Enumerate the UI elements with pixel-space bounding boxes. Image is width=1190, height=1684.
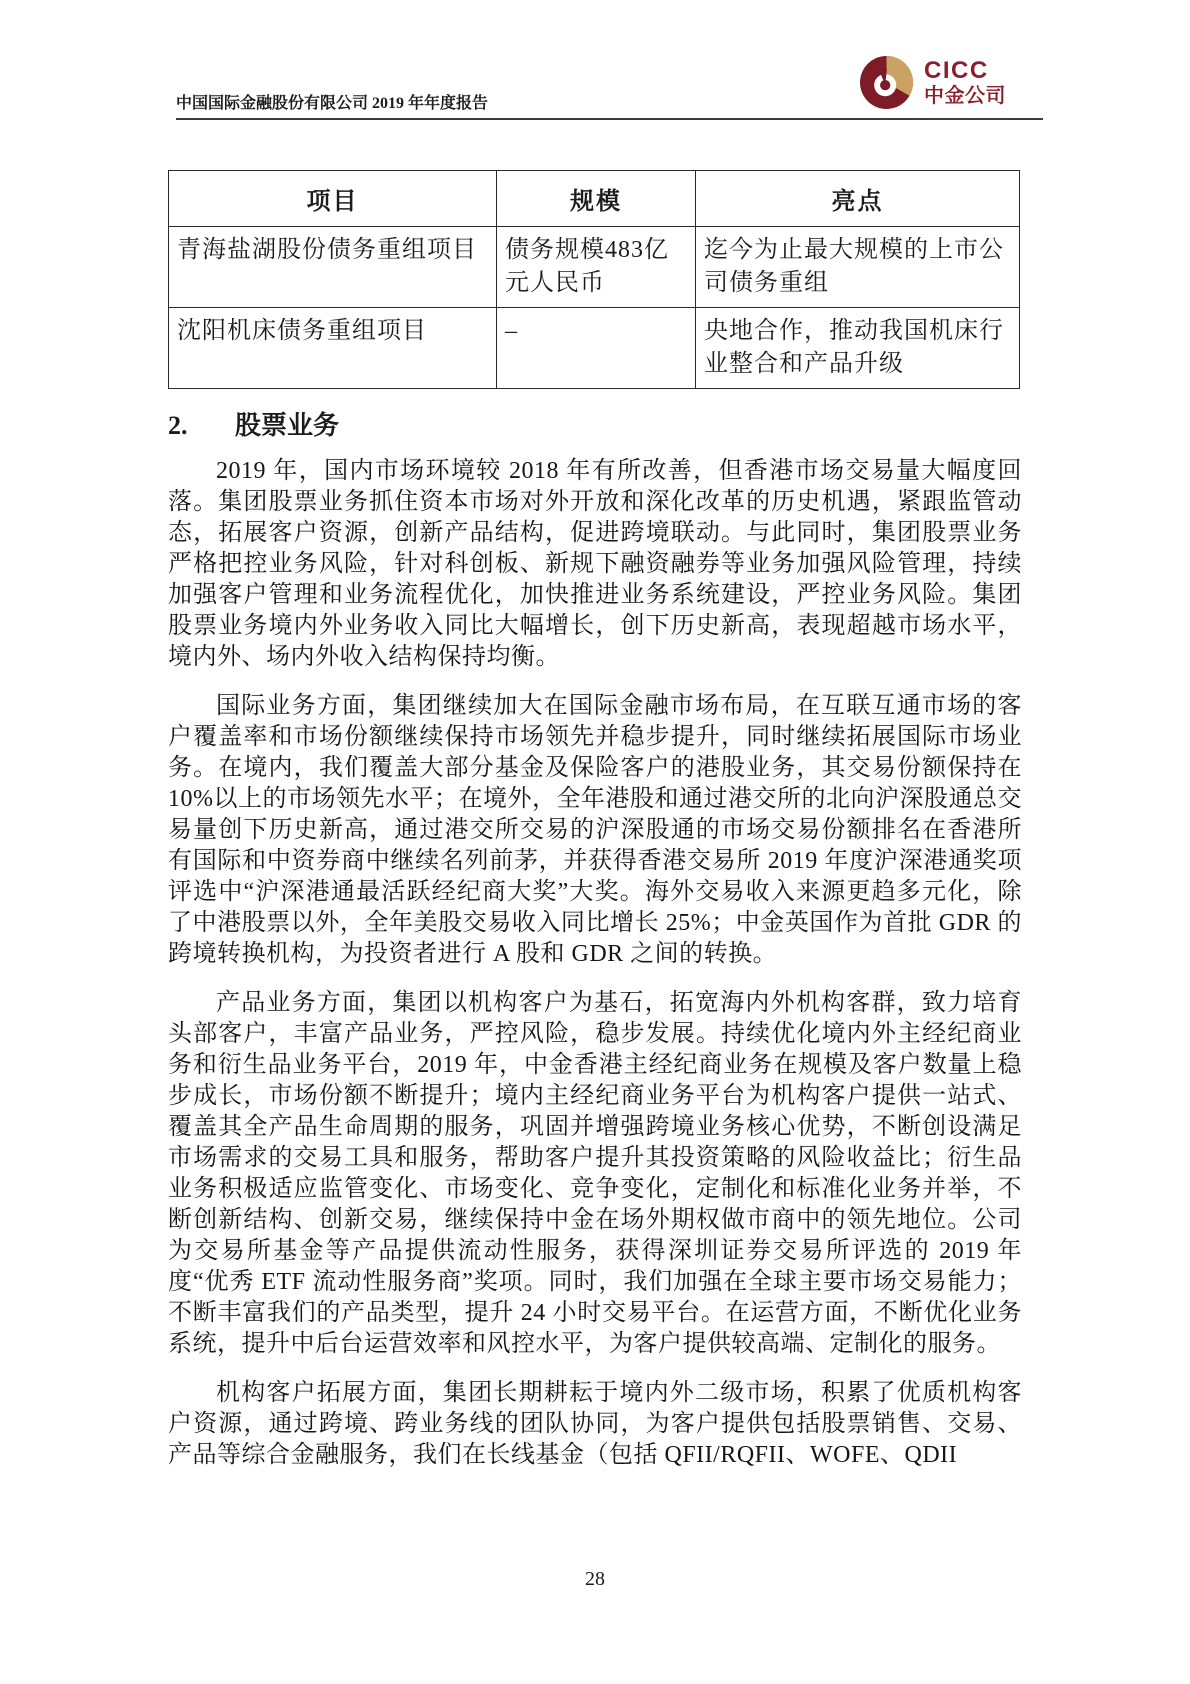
section-heading	[168, 409, 1022, 442]
header-divider	[176, 118, 1043, 120]
deals-table	[168, 170, 1020, 389]
highlight-cell: 央地合作，推动我国机床行业整合和产品升级	[696, 308, 1020, 389]
column-header-project: 项目	[169, 171, 497, 227]
project-cell: 青海盐湖股份债务重组项目	[169, 227, 497, 308]
content-column	[168, 170, 1022, 1489]
paragraph-product-business: 产品业务方面，集团以机构客户为基石，拓宽海内外机构客群，致力培育头部客户，丰富产品业务，严控风险，稳步发展。持续优化境内外主经纪商业务和衍生品业务平台，2019 年，中金香港主经纪商业务在规模及客户数量上稳步成长，市场份额不断提升；境内主经纪商业务平台为机构客户提供一站式、覆盖其全产品生命周期的服务，巩固并增强跨境业务核心优势，不断创设满足市场需求的交易工具和服务，帮助客户提升其投资策略的风险收益比；衍生品业务积极适应监管变化、市场变化、竞争变化，定制化和标准化业务并举，不断创新结构、创新交易，继续保持中金在场外期权做市商中的领先地位。公司为交易所基金等产品提供流动性服务，获得深圳证券交易所评选的 2019 年度“优秀 ETF 流动性服务商”奖项。同时，我们加强在全球主要市场交易能力；不断丰富我们的产品类型，提升 24 小时交易平台。在运营方面，不断优化业务系统，提升中后台运营效率和风控水平，为客户提供较高端、定制化的服务。	[168, 990, 1022, 1357]
table-row	[169, 308, 1020, 389]
column-header-scale: 规模	[497, 171, 696, 227]
column-header-highlight: 亮点	[696, 171, 1020, 227]
section-number: 2.	[168, 411, 188, 440]
cicc-logo-text	[924, 59, 1006, 106]
page-number: 28	[585, 1568, 605, 1590]
cicc-logo-text-en: CICC	[924, 57, 989, 84]
scale-cell: –	[497, 308, 696, 389]
header-report-title: 中国国际金融股份有限公司 2019 年年度报告	[176, 95, 489, 112]
table-row	[169, 227, 1020, 308]
project-cell: 沈阳机床债务重组项目	[169, 308, 497, 389]
highlight-cell: 迄今为止最大规模的上市公司债务重组	[696, 227, 1020, 308]
section-title: 股票业务	[235, 411, 340, 440]
scale-cell: 债务规模483亿元人民币	[497, 227, 696, 308]
cicc-logo-icon	[860, 56, 913, 109]
cicc-logo-text-cn: 中金公司	[924, 85, 1006, 107]
paragraph-international-business: 国际业务方面，集团继续加大在国际金融市场布局，在互联互通市场的客户覆盖率和市场份额继续保持市场领先并稳步提升，同时继续拓展国际市场业务。在境内，我们覆盖大部分基金及保险客户的港股业务，其交易份额保持在 10%以上的市场领先水平；在境外，全年港股和通过港交所的北向沪深股通总交易量创下历史新高，通过港交所交易的沪深股通的市场交易份额排名在香港所有国际和中资券商中继续名列前茅，并获得香港交易所 2019 年度沪深港通奖项评选中“沪深港通最活跃经纪商大奖”大奖。海外交易收入来源更趋多元化，除了中港股票以外，全年美股交易收入同比增长 25%；中金英国作为首批 GDR 的跨境转换机构，为投资者进行 A 股和 GDR 之间的转换。	[168, 693, 1022, 967]
paragraph-market-overview: 2019 年，国内市场环境较 2018 年有所改善，但香港市场交易量大幅度回落。集团股票业务抓住资本市场对外开放和深化改革的历史机遇，紧跟监管动态，拓展客户资源，创新产品结构，促进跨境联动。与此同时，集团股票业务严格把控业务风险，针对科创板、新规下融资融券等业务加强风险管理，持续加强客户管理和业务流程优化，加快推进业务系统建设，严控业务风险。集团股票业务境内外业务收入同比大幅增长，创下历史新高，表现超越市场水平，境内外、场内外收入结构保持均衡。	[168, 458, 1022, 670]
paragraph-institutional-clients: 机构客户拓展方面，集团长期耕耘于境内外二级市场，积累了优质机构客户资源，通过跨境、跨业务线的团队协同，为客户提供包括股票销售、交易、产品等综合金融服务，我们在长线基金（包括 QFII/RQFII、WOFE、QDII	[168, 1380, 1022, 1468]
cicc-logo	[860, 56, 1006, 109]
table-header-row	[169, 171, 1020, 227]
